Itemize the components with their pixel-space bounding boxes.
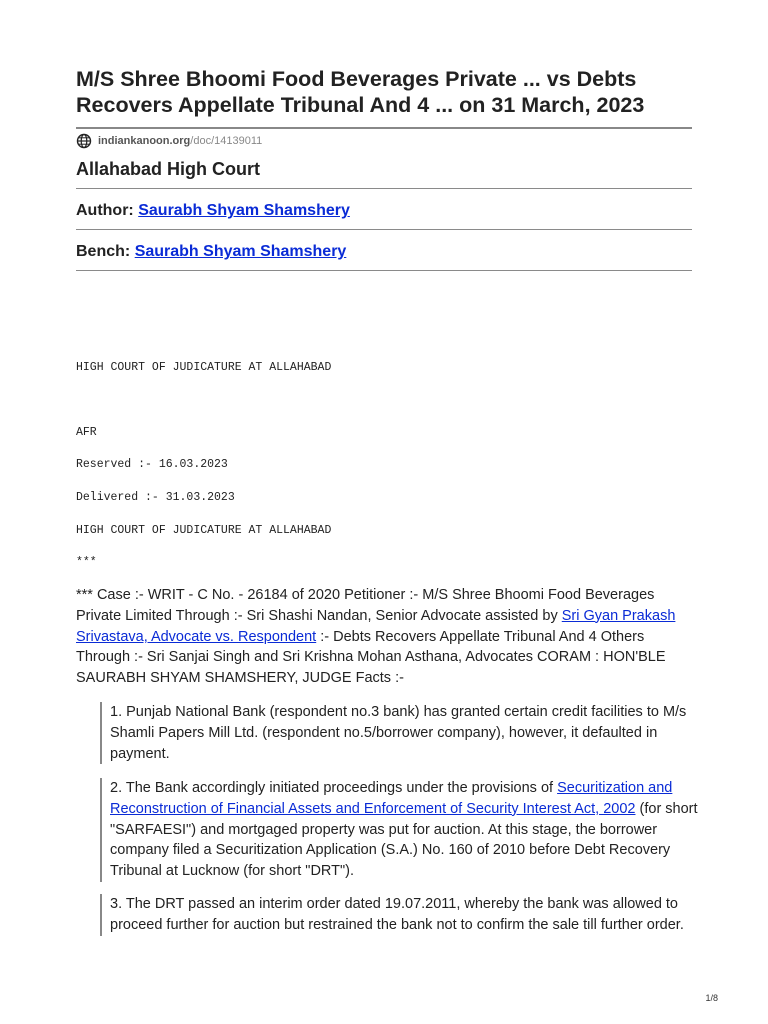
- case-paragraph: [76, 585, 692, 689]
- document-title: M/S Shree Bhoomi Food Beverages Private ... vs Debts Recovers Appellate Tribunal And 4 ... on 31 March, 2023: [76, 67, 645, 117]
- bench-link[interactable]: Saurabh Shyam Shamshery: [134, 243, 347, 260]
- reserved-line: Reserved :- 16.03.2023: [76, 458, 228, 471]
- author-link[interactable]: Saurabh Shyam Shamshery: [138, 202, 350, 219]
- afr-line: AFR: [76, 426, 97, 439]
- sarfaesi-act-link[interactable]: Securitization and Reconstruction of Financial Assets and Enforcement of Security Interest Act, 2002: [110, 780, 673, 817]
- asterisk-line: ***: [76, 556, 97, 569]
- fact-2-text-start: 2. The Bank accordingly initiated proceedings under the provisions of: [110, 780, 558, 796]
- header-court-line: HIGH COURT OF JUDICATURE AT ALLAHABAD: [76, 361, 332, 374]
- case-text-start: *** Case :- WRIT - C No. - 26184 of 2020 Petitioner :- M/S Shree Bhoomi Food Beverages Private Limited Through :- Sri Shashi Nandan, Senior Advocate assisted by: [76, 587, 655, 624]
- fact-2-text-end: (for short "SARFAESI") and mortgaged property was put for auction. At this stage, the borrower company filed a Securitization Application (S.A.) No. 160 of 2010 before Debt Recovery Tribunal at Lucknow (for short "DRT").: [110, 800, 698, 880]
- bench-divider: [76, 270, 692, 271]
- document-page: [76, 66, 698, 933]
- advocate-link[interactable]: Sri Gyan Prakash Srivastava, Advocate vs. Respondent: [76, 607, 676, 645]
- source-path[interactable]: /doc/14139011: [190, 135, 263, 147]
- delivered-line: Delivered :- 31.03.2023: [76, 491, 235, 504]
- page-number: 1/8: [705, 993, 718, 1003]
- globe-icon: [76, 133, 92, 149]
- author-label: Author:: [76, 202, 134, 219]
- repeat-court-line: HIGH COURT OF JUDICATURE AT ALLAHABAD: [76, 524, 332, 537]
- fact-paragraph-2: [100, 778, 702, 882]
- case-text-end: :- Debts Recovers Appellate Tribunal And 4 Others Through :- Sri Sanjai Singh and Sri Krishna Mohan Asthana, Advocates CORAM : HON'BLE SAURABH SHYAM SHAMSHERY, JUDGE Facts :-: [76, 628, 666, 687]
- source-domain-link[interactable]: indiankanoon.org: [98, 135, 191, 147]
- bench-label: Bench:: [76, 243, 131, 260]
- bench-line: [76, 230, 692, 270]
- court-name: Allahabad High Court: [76, 159, 260, 179]
- fact-paragraph-3: 3. The DRT passed an interim order dated 19.07.2011, whereby the bank was allowed to proceed further for auction but restrained the bank not to confirm the sale till further order.: [100, 894, 702, 936]
- author-line: [76, 189, 692, 229]
- source-line: [76, 129, 692, 153]
- fact-paragraph-1: 1. Punjab National Bank (respondent no.3 bank) has granted certain credit facilities to M/s Shamli Papers Mill Ltd. (respondent no.5/borrower company), however, it defaulted in payment.: [100, 702, 702, 764]
